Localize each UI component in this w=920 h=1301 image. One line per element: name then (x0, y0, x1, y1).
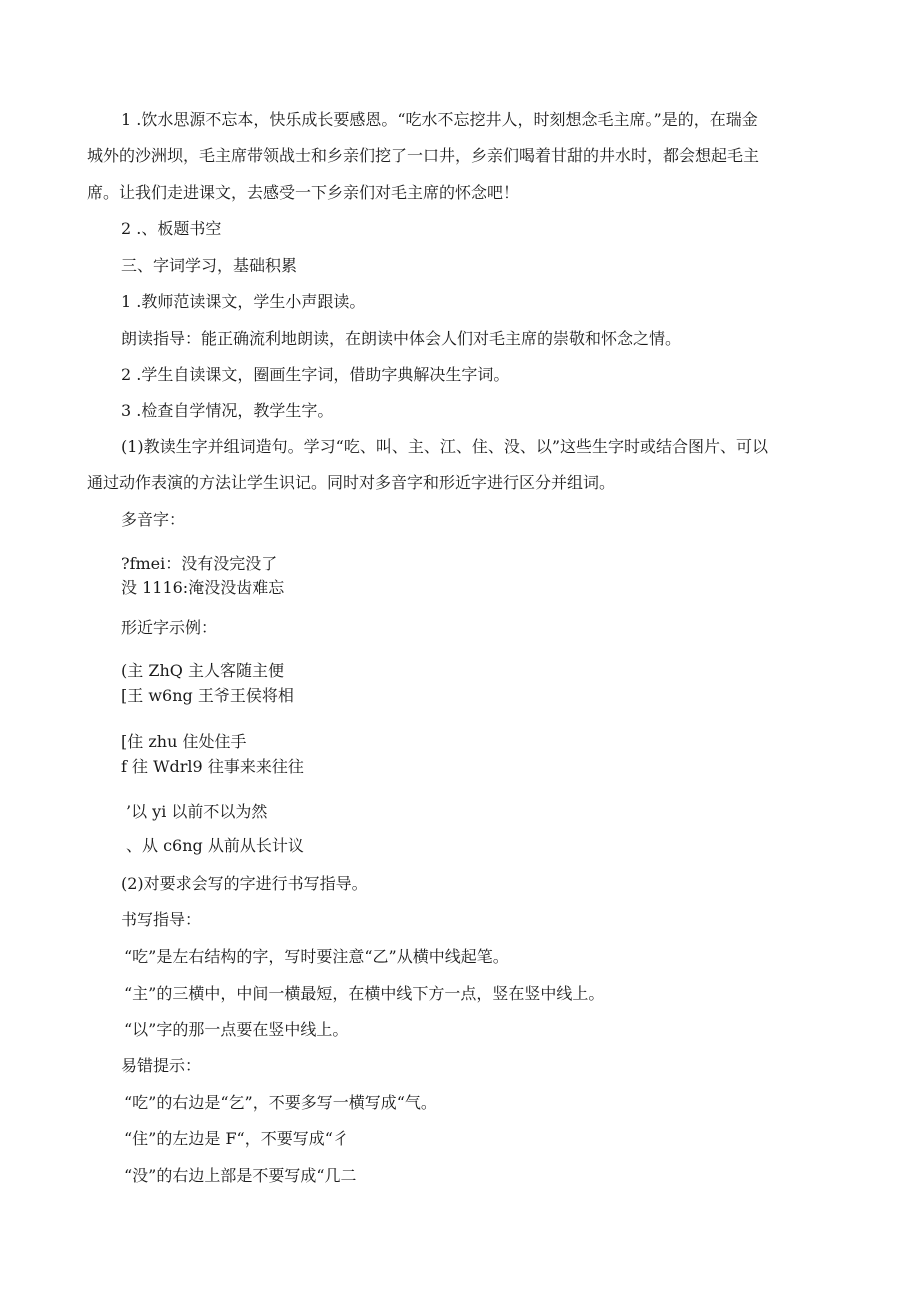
step-3-line: 3 .检查自学情况，教学生字。 (121, 401, 334, 420)
reading-guidance-line: 朗读指导：能正确流利地朗读，在朗读中体会人们对毛主席的崇敬和怀念之情。 (121, 329, 682, 348)
similar-chars-entry-1: (主 ZhQ 主人客随主便 (121, 661, 284, 680)
step-2-line: 2 .学生自读课文，圈画生字词，借助字典解决生字词。 (121, 365, 510, 384)
polyphonic-entry-1: ?fmei：没有没完没了 (121, 554, 278, 573)
polyphonic-label: 多音字： (121, 510, 186, 529)
similar-chars-entry-3: [住 zhu 住处住手 (121, 732, 247, 751)
error-tip-2: “住”的左边是 F“，不要写成“彳 (124, 1129, 349, 1148)
step-1-line: 1 .教师范读课文，学生小声跟读。 (121, 292, 366, 311)
error-tip-1: “吃”的右边是“乞”，不要多写一横写成“气。 (124, 1093, 437, 1112)
polyphonic-entry-2: 没 1116:淹没没齿难忘 (121, 578, 285, 597)
section-3-heading: 三、字词学习，基础积累 (121, 256, 298, 275)
writing-guidance-2: “主”的三横中，中间一横最短，在横中线下方一点，竖在竖中线上。 (124, 984, 605, 1003)
intro-paragraph-line-1: 1 .饮水思源不忘本，快乐成长要感恩。“吃水不忘挖井人，时刻想念毛主席。”是的，在瑞金 (121, 110, 758, 129)
writing-guidance-3: “以”字的那一点要在竖中线上。 (124, 1020, 349, 1039)
similar-chars-label: 形近字示例： (121, 618, 218, 637)
sub-step-2-line: (2)对要求会写的字进行书写指导。 (121, 874, 368, 893)
similar-chars-entry-4: f 往 Wdrl9 往事来来往往 (121, 757, 304, 776)
sub-step-1-line-1: (1)教读生字并组词造句。学习“吃、叫、主、江、住、没、以”这些生字时或结合图片、可以 (121, 437, 769, 456)
error-tip-3: “没”的右边上部是不要写成“几二 (124, 1166, 357, 1185)
writing-guidance-label: 书写指导： (121, 910, 202, 929)
intro-paragraph-line-2: 城外的沙洲坝，毛主席带领战士和乡亲们挖了一口井，乡亲们喝着甘甜的井水时，都会想起毛主 (87, 146, 760, 165)
sub-step-1-line-2: 通过动作表演的方法让学生识记。同时对多音字和形近字进行区分并组词。 (87, 473, 616, 492)
step-2-heading: 2 .、板题书空 (121, 219, 222, 238)
similar-chars-entry-6: 、从 c6ng 从前从长计议 (126, 836, 304, 855)
intro-paragraph-line-3: 席。让我们走进课文，去感受一下乡亲们对毛主席的怀念吧！ (87, 183, 520, 202)
similar-chars-entry-2: [王 w6ng 王爷王侯将相 (121, 686, 294, 705)
writing-guidance-1: “吃”是左右结构的字，写时要注意“乙”从横中线起笔。 (124, 947, 509, 966)
similar-chars-entry-5: ’以 yi 以前不以为然 (126, 802, 268, 821)
error-tips-label: 易错提示： (121, 1056, 202, 1075)
